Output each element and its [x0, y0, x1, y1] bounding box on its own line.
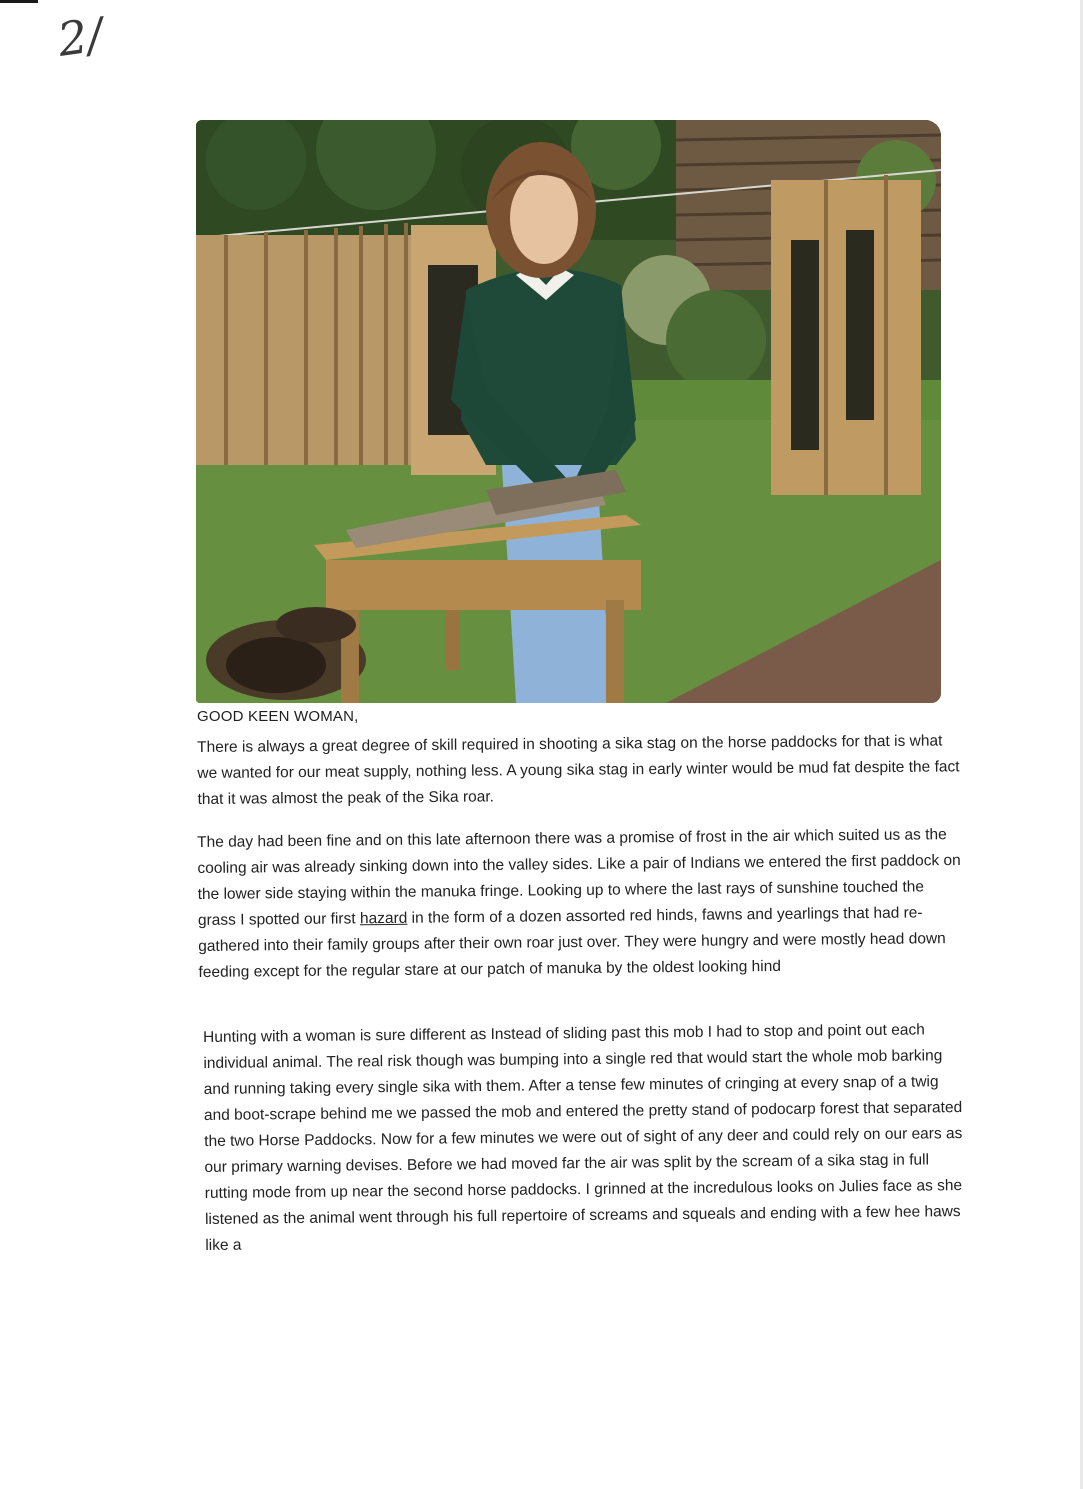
photo-caption: GOOD KEEN WOMAN, — [197, 708, 359, 725]
handwritten-page-number: 2/ — [54, 7, 107, 67]
paragraph-1 — [197, 728, 963, 813]
paragraph-3 — [203, 1017, 970, 1259]
paragraph-2-end: in the form of a dozen assorted red hinds, fawns and yearlings that had re-gathered into their family groups after their own roar just over. They were hungry and were mostly head down feeding except for the regular stare at our patch of manuka by the oldest looking hind — [198, 904, 946, 981]
hazard-word: hazard — [359, 909, 408, 928]
scan-edge-mark — [0, 0, 38, 3]
paragraph-2 — [197, 822, 964, 986]
paragraph-1-text: There is always a great degree of skill required in shooting a sika stag on the horse paddocks for that is what we wanted for our meat supply, nothing less. A young sika stag in early winter would be mud fat despite the fact that it was almost the peak of the Sika roar. — [197, 732, 960, 808]
photo-woman-with-deer-skins — [196, 120, 941, 703]
paragraph-2-text — [197, 822, 964, 986]
photo — [196, 120, 941, 703]
paragraph-3-text: Hunting with a woman is sure different as Instead of sliding past this mob I had to stop and point out each individual animal. The real risk though was bumping into a single red that would start the whole mob barking and running taking every single sika with them. After a tense few minutes of cringing at every snap of a twig and boot-scrape behind me we passed the mob and entered the pretty stand of podocarp forest that separated the two Horse Paddocks. Now for a few minutes we were out of sight of any deer and could rely on our ears as our primary warning devises. Before we had moved far the air was split by the scream of a sika stag in full rutting mode from up near the second horse paddocks. I grinned at the incredulous looks on Julies face as she listened as the animal went through his full repertoire of screams and squeals and ending with a few hee haws like a — [203, 1021, 963, 1254]
paragraph-2-start: The day had been fine and on this late afternoon there was a promise of frost in the air which suited us as the cooling air was already sinking down into the valley sides. Like a pair of Indians we entered the first paddock on the lower side staying within the manuka fringe. Looking up to where the last rays of sunshine touched the grass I spotted our first — [197, 826, 961, 929]
